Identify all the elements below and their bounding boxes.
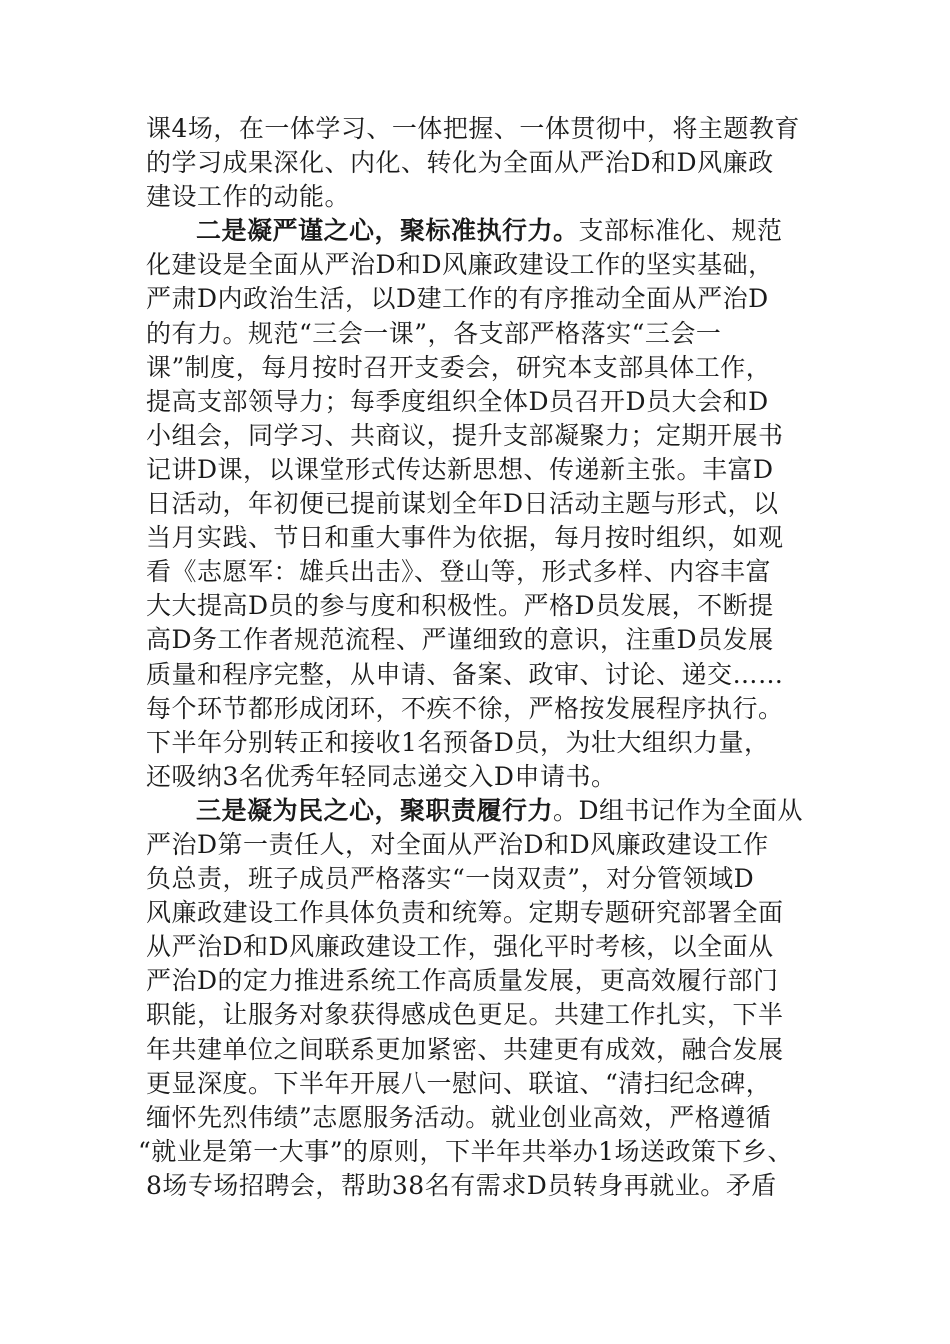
text-line: 课”制度，每月按时召开支委会，研究本支部具体工作， — [146, 352, 772, 382]
text-line: 风廉政建设工作具体负责和统筹。定期专题研究部署全面 — [146, 898, 784, 928]
text-line: 建设工作的动能。 — [146, 182, 351, 212]
text-line: 课4场，在一体学习、一体把握、一体贯彻中，将主题教育 — [146, 114, 800, 143]
body-text — [138, 112, 816, 1203]
text-line: 负总责，班子成员严格落实“一岗双责”，对分管领域D — [146, 864, 755, 894]
paragraph-3-first-line — [146, 794, 816, 828]
text-line: 的学习成果深化、内化、转化为全面从严治D和D风廉政 — [146, 148, 774, 178]
text-line: 更显深度。下半年开展八一慰问、联谊、“清扫纪念碑， — [146, 1068, 772, 1098]
text-line: 每个环节都形成闭环，不疾不徐，严格按发展程序执行。 — [146, 693, 784, 723]
text-line: 下半年分别转正和接收1名预备D员，为壮大组织力量， — [146, 727, 770, 757]
text-line: “就业是第一大事”的原则，下半年共举办1场送政策下乡、 — [138, 1136, 793, 1166]
text-line: 高D务工作者规范流程、严谨细致的意识，注重D员发展 — [146, 625, 774, 655]
text-line: 8场专场招聘会，帮助38名有需求D员转身再就业。矛盾 — [146, 1170, 777, 1200]
text-line: 日活动，年初便已提前谋划全年D日活动主题与形式，以 — [146, 489, 779, 519]
text-run: 支部标准化、规范 — [578, 216, 783, 246]
text-line: 从严治D和D风廉政建设工作，强化平时考核，以全面从 — [146, 932, 774, 962]
text-line: 缅怀先烈伟绩”志愿服务活动。就业创业高效，严格遵循 — [146, 1102, 772, 1132]
text-line: 记讲D课，以课堂形式传达新思想、传递新主张。丰富D — [146, 454, 774, 484]
text-line: 严治D第一责任人，对全面从严治D和D风廉政建设工作 — [146, 829, 769, 859]
text-line: 看《志愿军：雄兵出击》、登山等，形式多样、内容丰富 — [146, 557, 772, 587]
text-line: 大大提高D员的参与度和积极性。严格D员发展，不断提 — [146, 591, 774, 621]
text-line: 小组会，同学习、共商议，提升支部凝聚力；定期开展书 — [146, 420, 784, 450]
text-line: 严肃D内政治生活，以D建工作的有序推动全面从严治D — [146, 284, 769, 314]
text-line: 的有力。规范“三会一课”，各支部严格落实“三会一 — [146, 318, 722, 348]
paragraph-heading: 二是凝严谨之心，聚标准执行力。 — [196, 216, 579, 246]
text-line: 提高支部领导力；每季度组织全体D员召开D员大会和D — [146, 386, 769, 416]
text-line: 还吸纳3名优秀年轻同志递交入D申请书。 — [146, 761, 617, 791]
text-line: 职能，让服务对象获得感成色更足。共建工作扎实，下半 — [146, 1000, 784, 1030]
text-run: 。D组书记作为全面从 — [553, 795, 804, 825]
text-line: 年共建单位之间联系更加紧密、共建更有成效，融合发展 — [146, 1034, 784, 1064]
text-line: 当月实践、节日和重大事件为依据，每月按时组织，如观 — [146, 523, 784, 553]
text-line: 严治D的定力推进系统工作高质量发展，更高效履行部门 — [146, 966, 779, 996]
text-line: 质量和程序完整，从申请、备案、政审、讨论、递交…… — [146, 659, 784, 689]
paragraph-2-first-line — [146, 214, 816, 248]
text-line: 化建设是全面从严治D和D风廉政建设工作的坚实基础， — [146, 250, 774, 280]
paragraph-heading: 三是凝为民之心，聚职责履行力 — [196, 795, 554, 825]
